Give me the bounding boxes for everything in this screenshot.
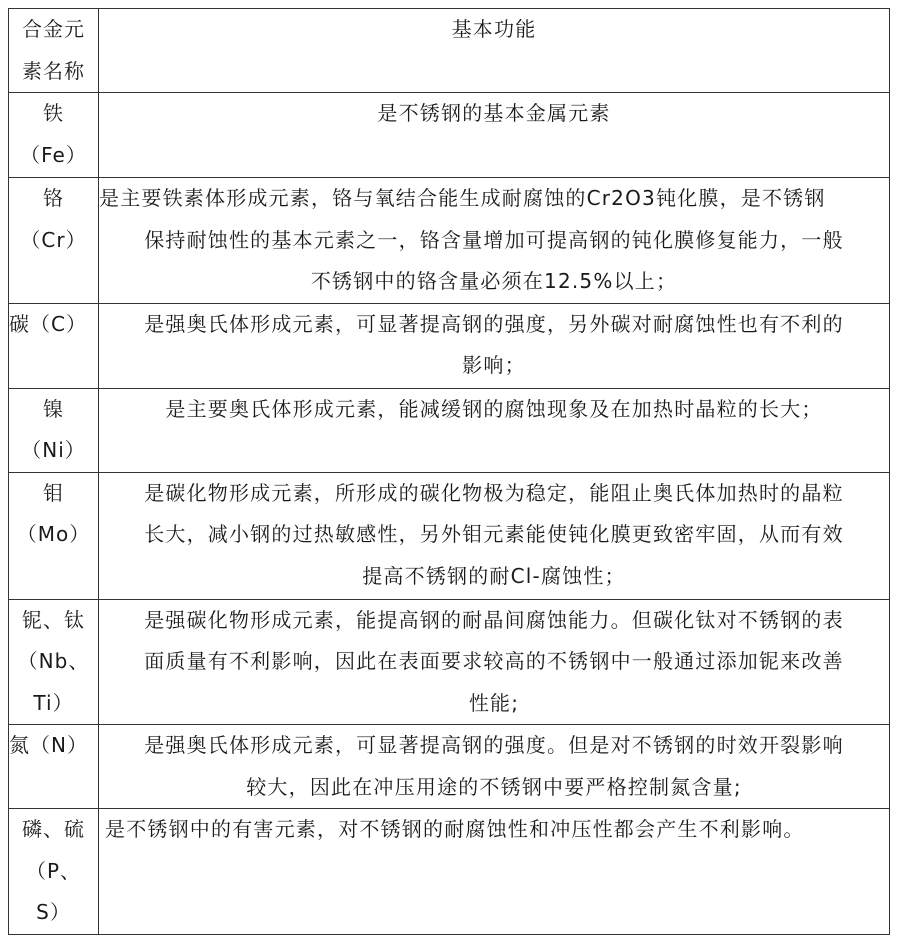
table-row — [9, 472, 890, 599]
function-line: 提高不锈钢的耐Cl-腐蚀性； — [362, 563, 626, 588]
element-function-cell — [99, 725, 890, 809]
element-function-cell — [99, 809, 890, 935]
element-name-cell — [9, 178, 99, 304]
element-name: 铁 — [43, 101, 64, 125]
function-line: 是主要铁素体形成元素，铬与氧结合能生成耐腐蚀的Cr2O3钝化膜，是不锈钢 — [99, 186, 826, 210]
header-name-line: 素名称 — [22, 58, 85, 83]
element-symbol: Ti） — [33, 690, 74, 715]
function-line: 是主要奥氏体形成元素，能减缓钢的腐蚀现象及在加热时晶粒的长大； — [165, 396, 823, 421]
function-line: 长大，减小钢的过热敏感性，另外钼元素能使钝化膜更致密牢固，从而有效 — [144, 522, 844, 546]
table-row — [9, 178, 890, 304]
element-function-cell — [99, 388, 890, 472]
element-function-cell — [99, 93, 890, 178]
element-name-cell — [9, 725, 99, 809]
header-name-line: 合金元 — [22, 17, 85, 41]
function-line: 性能; — [468, 690, 520, 715]
function-line: 较大，因此在冲压用途的不锈钢中要严格控制氮含量; — [246, 774, 742, 799]
element-name: 碳（C） — [9, 311, 87, 336]
function-line: 是强奥氏体形成元素，可显著提高钢的强度，另外碳对耐腐蚀性也有不利的 — [144, 311, 844, 336]
element-name: 磷、硫 — [22, 817, 85, 841]
function-line: 不锈钢中的铬含量必须在12.5%以上； — [310, 269, 678, 293]
element-symbol: （Fe） — [20, 142, 87, 167]
function-line: 是不锈钢的基本金属元素 — [377, 101, 611, 125]
function-line: 是强奥氏体形成元素，可显著提高钢的强度。但是对不锈钢的时效开裂影响 — [144, 733, 844, 757]
table-header-row — [9, 9, 890, 93]
element-symbol: （Cr） — [20, 227, 87, 252]
table-row — [9, 93, 890, 178]
element-name-cell — [9, 303, 99, 388]
element-name-cell — [9, 93, 99, 178]
element-symbol: （Ni） — [21, 438, 86, 462]
function-line: 是强碳化物形成元素，能提高钢的耐晶间腐蚀能力。但碳化钛对不锈钢的表 — [144, 607, 844, 632]
element-name-cell — [9, 388, 99, 472]
element-name-cell — [9, 472, 99, 599]
element-name: 铬 — [43, 186, 64, 210]
element-name: 钼 — [43, 480, 64, 505]
element-name-cell — [9, 599, 99, 725]
function-line: 是碳化物形成元素，所形成的碳化物极为稳定，能阻止奥氏体加热时的晶粒 — [144, 480, 844, 505]
element-name: 铌、钛 — [22, 607, 85, 632]
table-row — [9, 388, 890, 472]
element-name: 镍 — [43, 396, 64, 421]
element-function-cell — [99, 178, 890, 304]
element-function-cell — [99, 599, 890, 725]
function-line: 影响； — [462, 353, 526, 377]
table-row — [9, 809, 890, 935]
header-basic-function — [99, 9, 890, 93]
element-symbol: （P、 — [25, 858, 82, 883]
function-line: 面质量有不利影响，因此在表面要求较高的不锈钢中一般通过添加铌来改善 — [144, 649, 844, 673]
function-line: 是不锈钢中的有害元素，对不锈钢的耐腐蚀性和冲压性都会产生不利影响。 — [105, 817, 805, 841]
function-line: 保持耐蚀性的基本元素之一，铬含量增加可提高钢的钝化膜修复能力，一般 — [144, 227, 844, 252]
element-name-cell — [9, 809, 99, 935]
element-symbol: S） — [36, 900, 71, 924]
element-name: 氮（N） — [9, 733, 88, 757]
header-element-name — [9, 9, 99, 93]
element-function-cell — [99, 472, 890, 599]
header-func-label: 基本功能 — [451, 17, 537, 41]
element-function-cell — [99, 303, 890, 388]
table-row — [9, 303, 890, 388]
alloy-elements-table — [8, 8, 890, 935]
table-row — [9, 599, 890, 725]
element-symbol: （Mo） — [16, 522, 91, 546]
table-row — [9, 725, 890, 809]
element-symbol: （Nb、 — [17, 649, 90, 673]
